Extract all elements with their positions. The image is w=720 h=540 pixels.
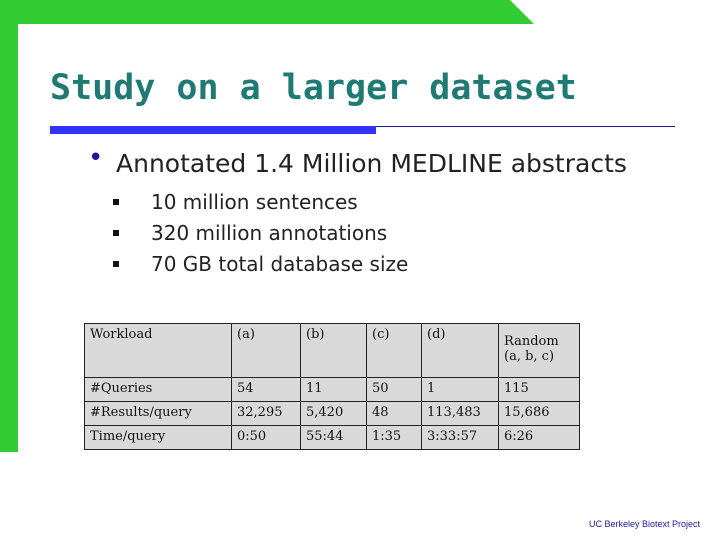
table-cell: 55:44 (301, 426, 367, 450)
frame-corner-bevel (510, 0, 534, 24)
table-cell: 32,295 (232, 402, 301, 426)
header-cell: (c) (367, 324, 422, 378)
table-cell: Time/query (85, 426, 232, 450)
title-rule-thick (50, 126, 376, 134)
table-cell: 15,686 (499, 402, 580, 426)
table-cell: 5,420 (301, 402, 367, 426)
table-cell: 1 (422, 378, 499, 402)
square-bullet-icon (113, 199, 119, 205)
table-cell: #Queries (85, 378, 232, 402)
sub-bullet-text: 320 million annotations (151, 221, 388, 245)
table-cell: 11 (301, 378, 367, 402)
header-cell: (d) (422, 324, 499, 378)
frame-corner-blank (534, 0, 720, 24)
sub-bullet-text: 10 million sentences (151, 190, 358, 214)
table-row (85, 378, 580, 402)
footer-credit: UC Berkeley Biotext Project (588, 519, 700, 529)
table-cell: 0:50 (232, 426, 301, 450)
table-row (85, 402, 580, 426)
table-cell: 3:33:57 (422, 426, 499, 450)
workload-table (84, 323, 580, 450)
table-cell: 50 (367, 378, 422, 402)
slide-title: Study on a larger dataset (50, 68, 577, 108)
header-cell: Random (a, b, c) (499, 324, 580, 378)
table-header-row (85, 324, 580, 378)
main-bullet-text: Annotated 1.4 Million MEDLINE abstracts (116, 149, 627, 178)
sub-bullet-text: 70 GB total database size (151, 252, 409, 276)
header-cell: (a) (232, 324, 301, 378)
header-cell: Workload (85, 324, 232, 378)
title-rule-thin (376, 126, 675, 127)
table-cell: 6:26 (499, 426, 580, 450)
header-cell: (b) (301, 324, 367, 378)
table-cell: 113,483 (422, 402, 499, 426)
table-row (85, 426, 580, 450)
table-cell: 54 (232, 378, 301, 402)
table-cell: #Results/query (85, 402, 232, 426)
frame-left-bar (0, 0, 18, 452)
table-cell: 1:35 (367, 426, 422, 450)
square-bullet-icon (113, 230, 119, 236)
bullet-dot-icon: • (88, 143, 104, 173)
table-cell: 48 (367, 402, 422, 426)
table-cell: 115 (499, 378, 580, 402)
square-bullet-icon (113, 261, 119, 267)
